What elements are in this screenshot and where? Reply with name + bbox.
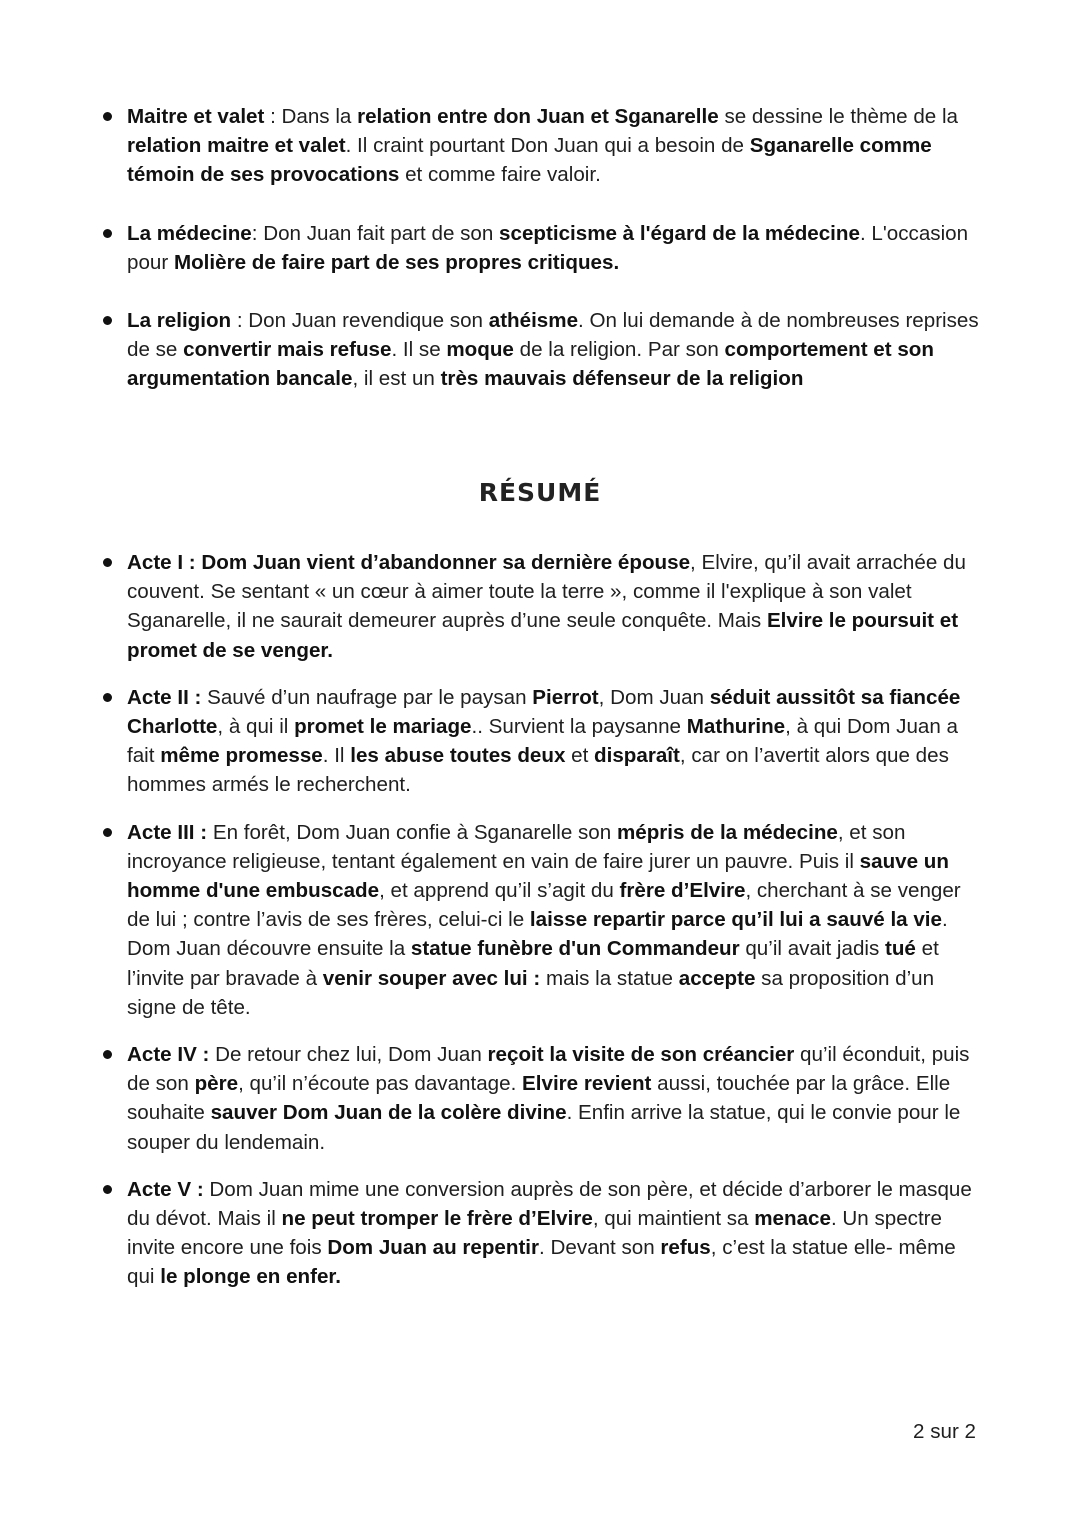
- text: , c’est la statue elle- même qui: [127, 1236, 956, 1289]
- bold-text: disparaît: [594, 744, 680, 768]
- bold-text: La religion: [127, 309, 232, 333]
- bold-text: convertir mais refuse: [183, 338, 392, 362]
- text: , à qui il: [217, 715, 295, 739]
- bold-text: Mathurine: [686, 715, 786, 739]
- bold-text: le plonge en enfer.: [160, 1265, 342, 1289]
- act-item-5: [0, 1175, 1080, 1292]
- text: : Don Juan revendique son: [231, 309, 489, 333]
- text: et: [565, 744, 595, 768]
- summary-list: [0, 548, 1080, 1310]
- text: , à qui Dom Juan a fait: [127, 715, 958, 768]
- text: , Dom Juan: [598, 685, 710, 709]
- bold-text: très mauvais défenseur de la religion: [440, 367, 804, 391]
- bold-text: scepticisme à l'égard de la médecine: [499, 221, 860, 245]
- bold-text: Dom Juan au repentir: [327, 1236, 540, 1260]
- act-item-2: [0, 683, 1080, 800]
- text: , qu’il n’écoute pas davantage.: [238, 1072, 523, 1096]
- act-item-4: [0, 1040, 1080, 1157]
- text: mais la statue: [540, 966, 679, 990]
- bold-text: relation entre don Juan et Sganarelle: [357, 105, 719, 128]
- bold-text: Elvire le poursuit et promet de se venger.: [127, 609, 959, 662]
- bold-text: Acte IV :: [127, 1043, 210, 1067]
- text: aussi, touchée par la grâce. Elle souhaite: [127, 1072, 951, 1125]
- text: . Devant son: [539, 1236, 661, 1260]
- theme-item-religion: [0, 306, 1080, 394]
- text: qu’il avait jadis: [739, 937, 885, 961]
- themes-list: [0, 102, 1080, 423]
- bold-text: sauve un homme d'une embuscade: [127, 849, 949, 903]
- text: qu’il éconduit, puis de son: [127, 1043, 970, 1096]
- text: . L'occasion pour: [127, 221, 969, 274]
- bold-text: père: [194, 1072, 239, 1096]
- bold-text: Acte II :: [127, 685, 202, 709]
- text: Dom Juan mime une conversion auprès de son père, et décide d’arborer le masque du dévot. Mais il: [127, 1177, 972, 1231]
- bold-text: Acte III :: [127, 820, 208, 844]
- bold-text: sauver Dom Juan de la colère divine: [210, 1101, 567, 1125]
- text: se dessine le thème de la: [718, 105, 958, 128]
- text: . On lui demande à de nombreuses reprises de se: [127, 309, 979, 362]
- bold-text: refus: [660, 1236, 711, 1260]
- bold-text: tué: [885, 937, 916, 961]
- text: et comme faire valoir.: [399, 163, 601, 187]
- text: et l’invite par bravade à: [127, 937, 939, 990]
- text: , car on l’avertit alors que des hommes armés le recherchent.: [127, 744, 949, 797]
- bold-text: Pierrot: [532, 685, 599, 709]
- text: . Enfin arrive la statue, qui le convie pour le souper du lendemain.: [127, 1101, 961, 1154]
- text: : Don Juan fait part de son: [251, 221, 500, 245]
- text: , et apprend qu’il s’agit du: [379, 879, 620, 903]
- bold-text: relation maitre et valet: [127, 134, 346, 158]
- text: : Dans la: [264, 105, 358, 128]
- bold-text: La médecine: [127, 221, 252, 245]
- text: . Dom Juan découvre ensuite la: [127, 908, 948, 961]
- text: . Il: [322, 744, 351, 768]
- text: .. Survient la paysanne: [471, 715, 687, 739]
- bold-text: Maitre et valet: [127, 105, 265, 128]
- bold-text: menace: [754, 1207, 831, 1231]
- bold-text: les abuse toutes deux: [350, 744, 566, 768]
- text: . Un spectre invite encore une fois: [127, 1207, 942, 1260]
- text: . Il craint pourtant Don Juan qui a besoin de: [345, 134, 750, 158]
- text: , et son incroyance religieuse, tentant également en vain de faire jurer un pauvre. Puis il: [127, 820, 906, 873]
- theme-item-medecine: [0, 219, 1080, 277]
- text: De retour chez lui, Dom Juan: [209, 1043, 488, 1067]
- bold-text: promet le mariage: [294, 715, 472, 739]
- text: , qui maintient sa: [592, 1207, 755, 1231]
- bold-text: Sganarelle comme témoin de ses provocations: [127, 134, 932, 187]
- text: , Elvire, qu’il avait arrachée du couvent. Se sentant « un cœur à aimer toute la terre », comme il l'explique à son valet Sganarelle, il ne saurait demeurer auprès d’une seule conquête. Mais: [127, 551, 966, 633]
- bold-text: athéisme: [488, 309, 579, 333]
- summary-heading: RÉSUMÉ: [478, 478, 602, 507]
- bold-text: venir souper avec lui :: [322, 966, 541, 990]
- bold-text: même promesse: [160, 744, 323, 768]
- text: , cherchant à se venger de lui ; contre l’avis de ses frères, celui-ci le: [127, 879, 961, 932]
- bold-text: Acte I : Dom Juan vient d’abandonner sa dernière épouse: [127, 551, 691, 574]
- text: En forêt, Dom Juan confie à Sganarelle son: [207, 820, 617, 844]
- bold-text: statue funèbre d'un Commandeur: [410, 937, 740, 961]
- text: de la religion. Par son: [513, 338, 725, 362]
- bold-text: laisse repartir parce qu’il lui a sauvé la vie: [529, 908, 942, 932]
- act-item-1: [0, 548, 1080, 665]
- bold-text: reçoit la visite de son créancier: [487, 1043, 795, 1067]
- bold-text: moque: [446, 338, 514, 362]
- text: , il est un: [352, 367, 441, 391]
- page-number: 2 sur 2: [913, 1420, 976, 1443]
- bold-text: frère d’Elvire: [619, 879, 746, 903]
- bold-text: comportement et son argumentation bancale: [127, 338, 934, 391]
- text: sa proposition d’un signe de tête.: [127, 966, 935, 1019]
- text: Sauvé d’un naufrage par le paysan: [201, 685, 533, 709]
- act-item-3: [0, 818, 1080, 1022]
- bold-text: ne peut tromper le frère d’Elvire: [281, 1207, 593, 1231]
- bold-text: mépris de la médecine: [616, 820, 838, 844]
- bold-text: Elvire revient: [522, 1072, 652, 1096]
- bold-text: Acte V :: [127, 1177, 204, 1201]
- bold-text: accepte: [678, 966, 756, 990]
- text: . Il se: [391, 338, 447, 362]
- bold-text: séduit aussitôt sa fiancée Charlotte: [127, 685, 961, 739]
- bold-text: Molière de faire part de ses propres critiques.: [173, 250, 620, 274]
- theme-item-maitre-valet: [0, 102, 1080, 190]
